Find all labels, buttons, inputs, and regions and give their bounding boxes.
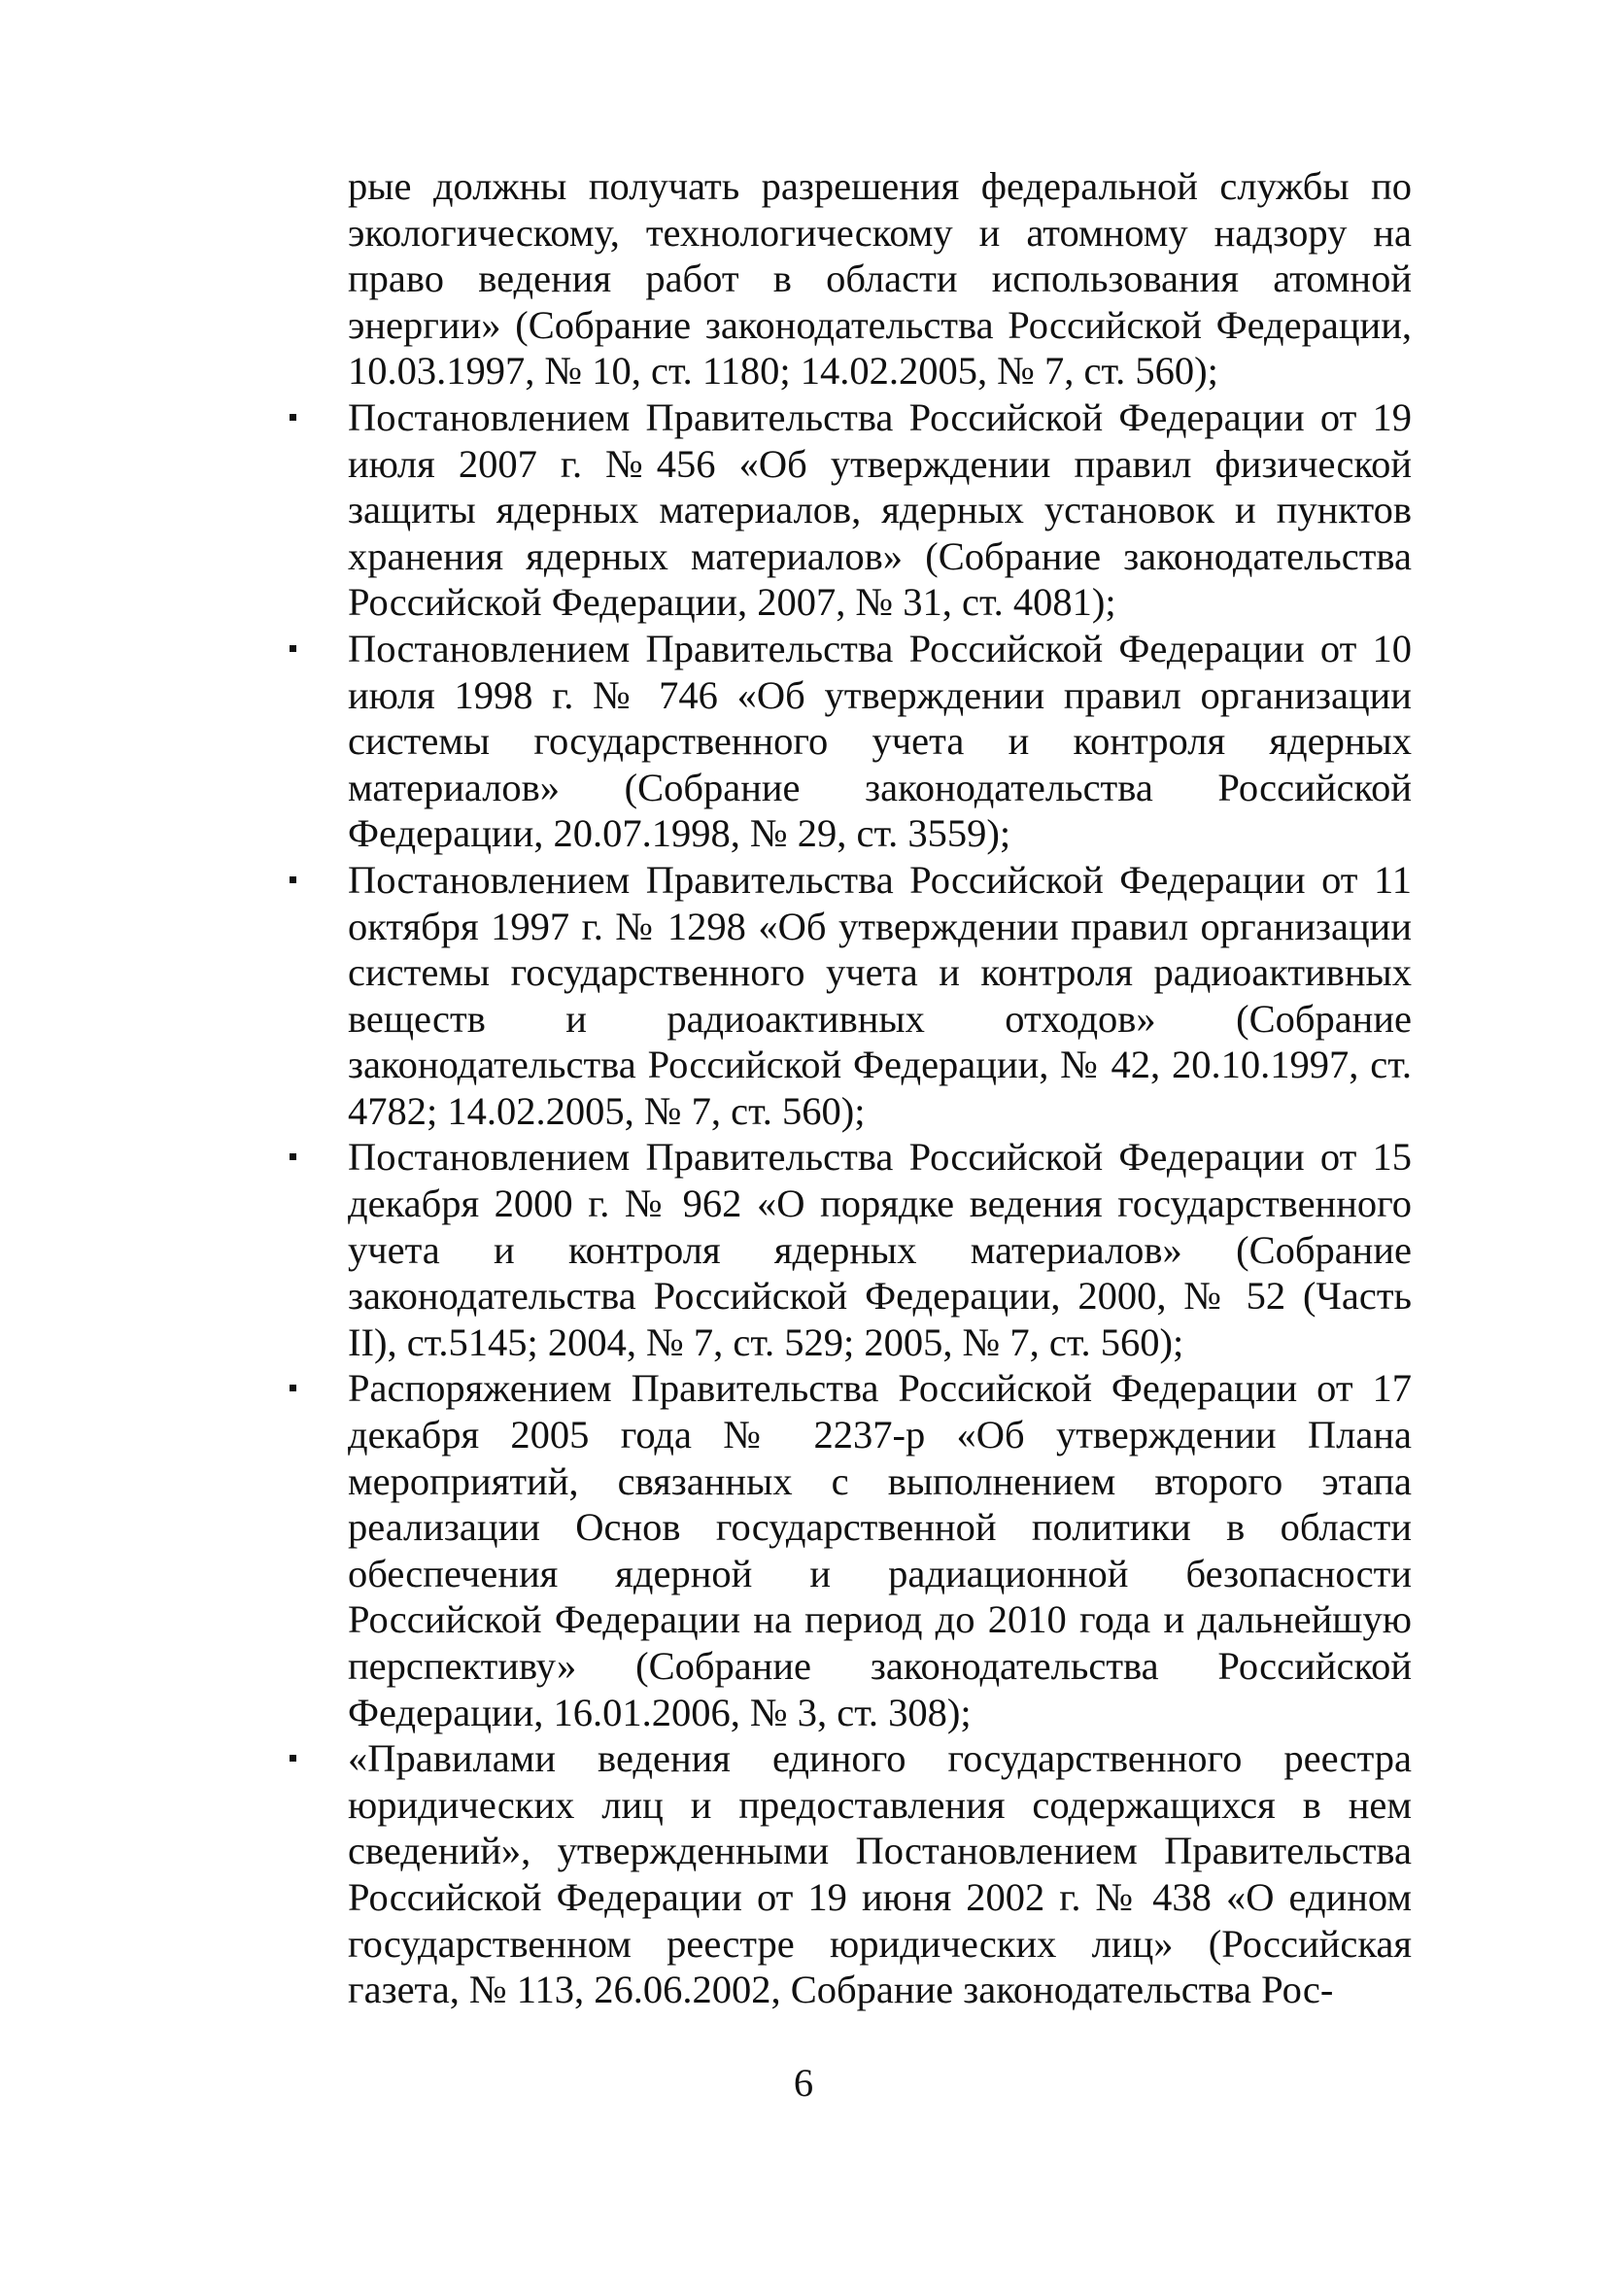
page-number: 6 [793,2061,814,2105]
square-bullet-icon [290,645,296,652]
list-item [348,857,1412,1135]
regulation-list [348,394,1412,2013]
list-item [348,1735,1412,2013]
list-item-text: «Правилами ведения единого государственного реестра юридических лиц и предоставления содержащихся в нем сведений», утвержденными Постановлением Правительства Российской Федерации от 19 июня 2002 г. № 438 «О едином государственном реестре юридических лиц» (Российская газета, № 113, 26.06.2002, Собрание законодательства Рос- [348,1736,1412,2012]
list-item-text: Постановлением Правительства Российской Федерации от 10 июля 1998 г. № 746 «Об утверждении правил организации системы государственного учета и контроля ядерных материалов» (Собрание законодательства Российской Федерации, 20.07.1998, № 29, ст. 3559); [348,626,1412,856]
square-bullet-icon [290,1385,296,1391]
continuation-paragraph: рые должны получать разрешения федеральной службы по экологическому, технологическому и атомному надзору на право ведения работ в области использования атомной энергии» (Собрание законодательства Российской Федерации, 10.03.1997, № 10, ст. 1180; 14.02.2005, № 7, ст. 560); [348,164,1412,394]
list-item-text: Постановлением Правительства Российской Федерации от 19 июля 2007 г. №456 «Об утверждении правил физической защиты ядерных материалов, ядерных установок и пунктов хранения ядерных материалов» (Собрание законодательства Российской Федерации, 2007, № 31, ст. 4081); [348,394,1412,625]
square-bullet-icon [290,876,296,883]
body-text [348,163,1412,2013]
list-item-text: Распоряжением Правительства Российской Федерации от 17 декабря 2005 года № 2237-р «Об утверждении Плана мероприятий, связанных с выполнением второго этапа реализации Основ государственной политики в области обеспечения ядерной и радиационной безопасности Российской Федерации на период до 2010 года и дальнейшую перспективу» (Собрание законодательства Российской Федерации, 16.01.2006, № 3, ст. 308); [348,1366,1412,1734]
list-item-text: Постановлением Правительства Российской Федерации от 11 октября 1997 г. № 1298 «Об утверждении правил организации системы государственного учета и контроля радиоактивных веществ и радиоактивных отходов» (Собрание законодательства Российской Федерации, № 42, 20.10.1997, ст. 4782; 14.02.2005, № 7, ст. 560); [348,857,1412,1133]
square-bullet-icon [290,414,296,421]
list-item [348,1365,1412,1735]
list-item-text: Постановлением Правительства Российской Федерации от 15 декабря 2000 г. № 962 «О порядке ведения государственного учета и контроля ядерных материалов» (Собрание законодательства Российской Федерации, 2000, № 52 (Часть II), ст.5145; 2004, № 7, ст. 529; 2005, № 7, ст. 560); [348,1135,1412,1364]
square-bullet-icon [290,1153,296,1160]
list-item [348,394,1412,626]
square-bullet-icon [290,1755,296,1762]
list-item [348,626,1412,857]
list-item [348,1134,1412,1365]
